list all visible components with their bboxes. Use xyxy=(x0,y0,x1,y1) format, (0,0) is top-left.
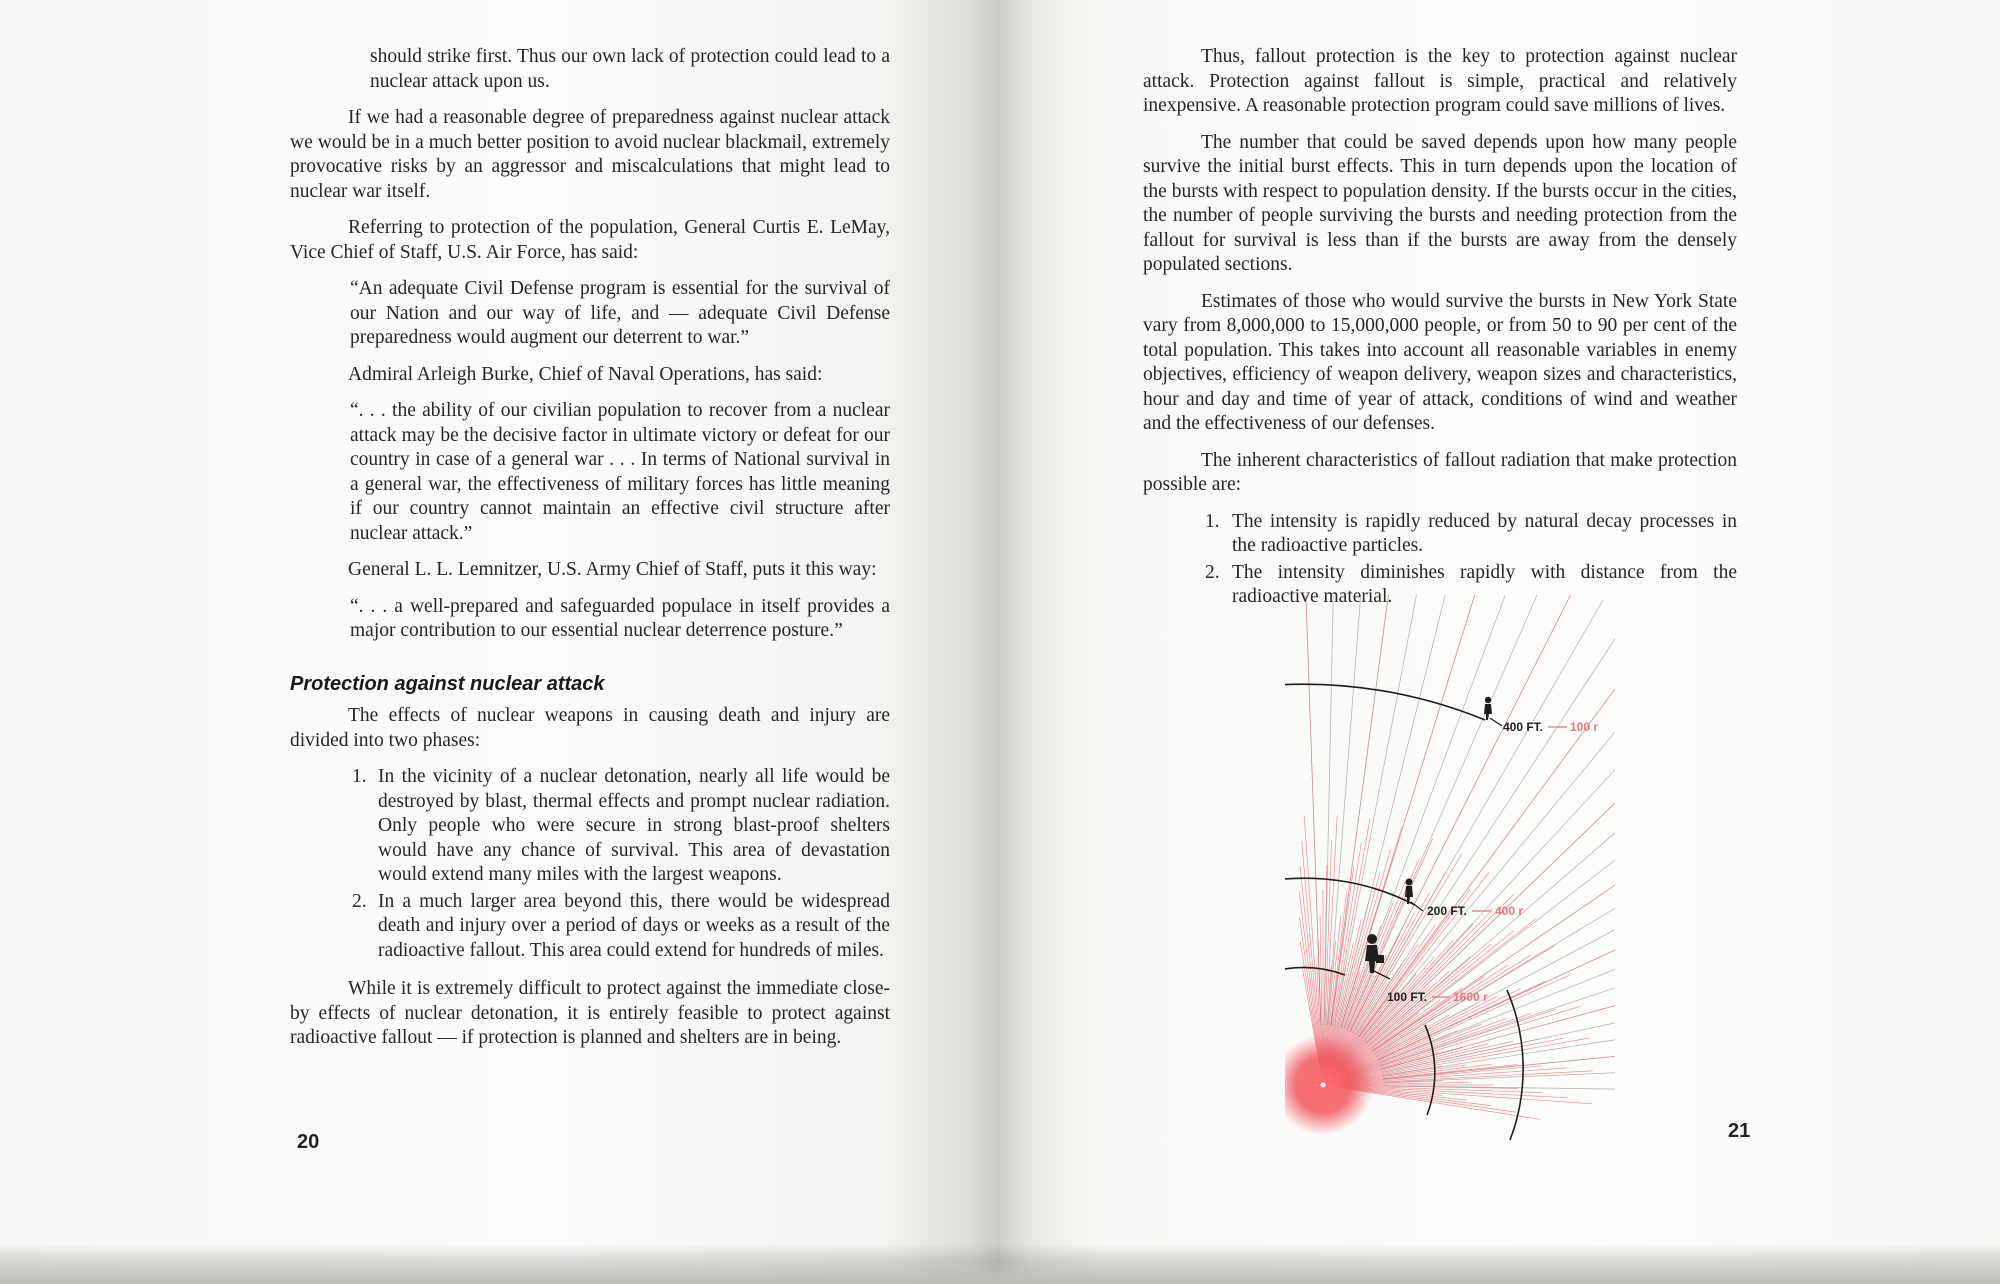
dose-label: 100 r xyxy=(1570,720,1599,734)
quote-lemnitzer: “. . . a well-prepared and safeguarded populace in itself provides a major contribution to our essential nuclear deterrence posture.” xyxy=(350,595,890,641)
paragraph: Admiral Arleigh Burke, Chief of Naval Operations, has said: xyxy=(348,363,823,385)
radiation-ray xyxy=(1353,600,1603,1033)
paragraph: Thus, fallout protection is the key to protection against nuclear attack. Protection against fallout is simple, practical and relatively inexpensive. A reasonable protection program could save millions of lives. xyxy=(1143,46,1737,116)
paragraph: The number that could be saved depends upon how many people survive the initial burst effects. This in turn depends upon the location of the bursts with respect to population density. If the bursts occur in the cities, the number of people surviving the bursts and needing protection from the fallout for survival is less than if the bursts are away from the densely populated sections. xyxy=(1143,131,1737,275)
left-page-text xyxy=(290,45,890,1063)
dose-label: 1600 r xyxy=(1453,990,1488,1004)
list-text: The intensity is rapidly reduced by natural decay processes in the radioactive particles. xyxy=(1232,510,1737,556)
list-number: 2. xyxy=(352,890,367,912)
paragraph: Estimates of those who would survive the bursts in New York State vary from 8,000,000 to 15,000,000 people, or from 50 to 90 per cent of the total population. This takes into account all reasonable variables in enemy objectives, efficiency of weapon delivery, weapon sizes and characteristics, hour and day and time of year of attack, conditions of wind and weather and the effectiveness of our defenses. xyxy=(1143,290,1737,434)
person-icon xyxy=(1484,697,1502,726)
paragraph: While it is extremely difficult to protect against the immediate close-by effects of nuclear detonation, it is entirely feasible to protect against radioactive fallout — if protection is planned and shelters are in being. xyxy=(290,978,890,1048)
list-text: The intensity diminishes rapidly with distance from the radioactive material. xyxy=(1232,561,1737,607)
radiation-source-glow xyxy=(1285,1035,1373,1135)
list-number: 1. xyxy=(352,766,367,787)
radiation-ray xyxy=(1376,822,1615,1057)
paragraph: The effects of nuclear weapons in causing death and injury are divided into two phases: xyxy=(290,705,890,751)
numbered-list xyxy=(290,765,890,963)
page-bottom-shadow xyxy=(0,1244,2000,1284)
list-item xyxy=(1143,510,1737,559)
paragraph: General L. L. Lemnitzer, U.S. Army Chief of Staff, puts it this way: xyxy=(348,559,877,580)
list-text: In the vicinity of a nuclear detonation, nearly all life would be destroyed by blast, thermal effects and prompt nuclear radiation. Only people who were secure in strong blast-proof shelters would have any chance of survival. This area of devastation would extend many miles with the largest weapons. xyxy=(378,766,890,885)
section-heading: Protection against nuclear attack xyxy=(290,672,605,695)
page-number-right: 21 xyxy=(1728,1120,1751,1142)
fallout-distance-figure xyxy=(1285,595,1615,1145)
list-text: In a much larger area beyond this, there would be widespread death and injury over a period of days or weeks as a result of the radioactive fallout. This area could extend for hundreds of miles. xyxy=(378,890,890,961)
paragraph: If we had a reasonable degree of preparedness against nuclear attack we would be in a much better position to avoid nuclear blackmail, extremely provocative risks by an aggressor and miscalculations that might lead to nuclear war itself. xyxy=(290,107,890,202)
radiation-ray xyxy=(1356,616,1615,1034)
dose-label: 400 r xyxy=(1495,904,1524,918)
list-item xyxy=(290,890,890,964)
paragraph: The inherent characteristics of fallout radiation that make protection possible are: xyxy=(1143,449,1737,495)
person-icon xyxy=(1405,879,1423,912)
radiation-ray xyxy=(1331,595,1397,1026)
quote-burke: “. . . the ability of our civilian population to recover from a nuclear attack may be the decisive factor in ultimate victory or defeat for our country in case of a general war . . . In terms of National survival in a general war, the effectiveness of military forces has little meaning if our country cannot maintain an effective civil structure after nuclear attack.” xyxy=(350,400,890,544)
right-page-text xyxy=(1143,45,1737,624)
page-number-left: 20 xyxy=(297,1131,320,1153)
paragraph: should strike first. Thus our own lack of protection could lead to a nuclear attack upon us. xyxy=(370,46,890,92)
distance-label: 100 FT. xyxy=(1387,990,1428,1004)
quote-lemay: “An adequate Civil Defense program is essential for the survival of our Nation and our way of life, and — adequate Civil Defense preparedness would augment our deterrent to war.” xyxy=(350,278,890,348)
distance-label: 200 FT. xyxy=(1427,904,1468,918)
list-item xyxy=(290,765,890,888)
radiation-rays xyxy=(1299,595,1615,1119)
list-number: 1. xyxy=(1205,510,1220,532)
paragraph: Referring to protection of the population, General Curtis E. LeMay, Vice Chief of Staff, U.S. Air Force, has said: xyxy=(290,217,890,263)
list-number: 2. xyxy=(1205,561,1220,583)
distance-label: 400 FT. xyxy=(1503,720,1544,734)
radiation-source-point xyxy=(1321,1083,1326,1088)
distance-arc-400ft xyxy=(1285,684,1485,720)
